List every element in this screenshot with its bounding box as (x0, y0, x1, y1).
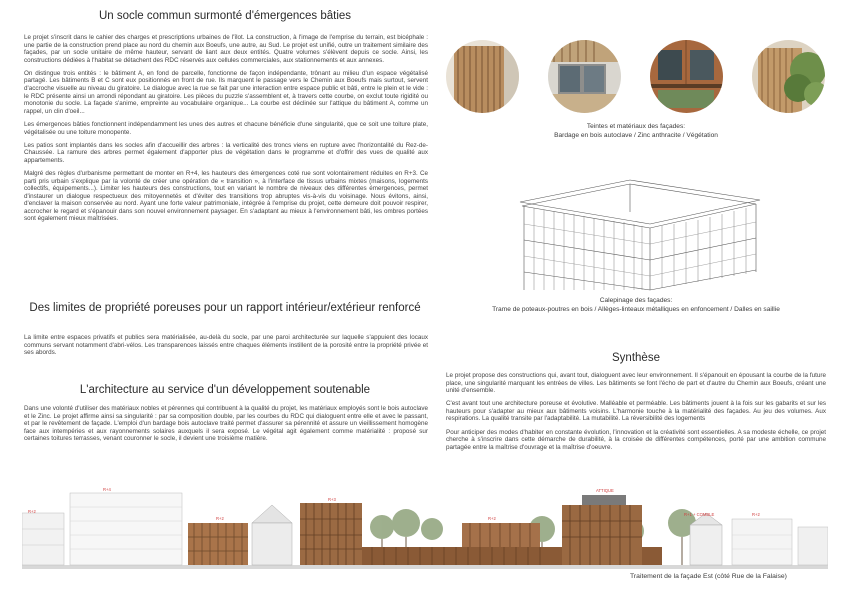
paragraph: Le projet s'inscrit dans le cahier des charges et prescriptions urbaines de l'îlot. La construction, à l'image de l'emprise du terrain, est bicéphale : une partie de la construction prend place au nord du chemin aux Boeufs, une autre, au Sud. Le projet est unifié, outre un traitement similaire des façades, par un socle unitaire de même hauteur, servant de liant aux deux entités. Quatre volumes s'élèvent depuis ce socle. Ainsi, les constructions dédiées à l'habitat se détachent des RDC réservés aux cellules commerciales, aux stationnements et aux annexes. (24, 34, 428, 64)
level-tag-r4: R+4 (103, 487, 111, 492)
facade-photo-2 (548, 40, 621, 113)
paragraph: Les patios sont implantés dans les socles afin d'accueillir des arbres : la verticalité des troncs viens en rupture avec l'horizontalité du Rez-de-Chaussée. La ramure des arbres permet également d'apporter plus de végétation dans le programme et d'offrir des vues de qualité aux appartements. (24, 141, 428, 164)
section1-body (24, 34, 428, 229)
level-tag-attique: ATTIQUE (596, 488, 614, 493)
east-facade-elevation (22, 483, 828, 569)
facade-structure-sketch (500, 172, 770, 292)
section3-body (24, 405, 428, 448)
section2-title: Des limites de propriété poreuses pour un rapport intérieur/extérieur renforcé (29, 302, 421, 314)
synthese-body (446, 372, 826, 457)
paragraph: Dans une volonté d'utiliser des matériaux nobles et pérennes qui contribuent à la qualité du projet, les matériaux employés sont le bois autoclave et le Zinc. Le projet affirme ainsi sa singularité : par sa composition double, par les courbes du RDC qui dialoguent entre elle et avec le passant, et par le revêtement de façade. L'emploi d'un bardage bois autoclave traité permet d'assurer sa pérennité et assure un vieillissement homogène face aux intempéries et aux rayonnements solaires auxquels il sera exposé. Le végétal agit également comme matérialité : proposé sur certaines toitures terrasses, venant couronner le socle, il devient une troisième matière. (24, 405, 428, 443)
level-tag-r2: R+2 (752, 512, 760, 517)
section2-body (24, 334, 428, 362)
calepinage-caption-title: Calepinage des façades: (599, 297, 673, 304)
calepinage-caption (446, 297, 826, 314)
level-tag-r2: R+2 (216, 516, 224, 521)
calepinage-caption-detail: Trame de poteaux-poutres en bois / Allèges-linteaux métalliques en enfoncement / Dalles en saillie (492, 305, 780, 313)
paragraph: C'est avant tout une architecture poreuse et évolutive. Malléable et perméable. Les bâtiments jouent à la fois sur les gabarits et sur les hauteurs pour s'adapter au mieux aux bâtiments voisins. L'harmonie touche à la matérialité des façades. Au jeu des volumes. Aux respirations. La qualité transite par l'adaptabilité. La mutabilité. La réversibilité des logements (446, 400, 826, 423)
section3-title: L'architecture au service d'un développement soutenable (79, 384, 371, 396)
paragraph: Les émergences bâties fonctionnent indépendamment les unes des autres et chacune bénéficie d'une singularité, que ce soit une toiture plate, végétalisée ou une toiture monopente. (24, 120, 428, 136)
materials-caption-detail: Bardage en bois autoclave / Zinc anthracite / Végétation (554, 131, 718, 139)
facade-photo-4 (752, 40, 825, 113)
synthese-title: Synthèse (612, 352, 660, 364)
level-tag-r1-comble: R+1 + COMBLE (684, 512, 715, 517)
level-tag-r2: R+2 (488, 516, 496, 521)
paragraph: Malgré des règles d'urbanisme permettant de monter en R+4, les hauteurs des émergences coté rue sont volontairement réduites en R+3. Ce parti pris urbain s'explique par la volonté de créer une opération de « transition », à l'interface de tissus urbains mixtes (maisons, logements collectifs, équipements...). Limiter les hauteurs des constructions, tout en variant le nombre de niveaux des différentes émergences, permet d'instaurer un dialogue respectueux des mitoyennetés et d'éviter des transitions trop abruptes vis-à-vis du voisinage. Nous évitons, ainsi, d'enclaver la maison conservée au nord. Ayant une forte valeur patrimoniale, intégrée à l'emprise du projet, cette demeure doit pouvoir respirer, accrocher le regard et s'épanouir dans son nouvel environnement paysager. En s'adaptant au mieux à l'environnement bâti, les ombres portées sont également mieux maîtrisées. (24, 169, 428, 223)
facade-photo-1 (446, 40, 519, 113)
paragraph: La limite entre espaces privatifs et publics sera matérialisée, au-delà du socle, par une paroi architecturée sur laquelle s'appuient des locaux communs servant notamment d'abri-vélos. Les transparences laissés entre chaques éléments instillent de la porosité entre la propriété privée et ses abords. (24, 334, 428, 357)
elevation-caption: Traitement de la façade Est (côté Rue de la Falaise) (630, 573, 787, 580)
facade-photo-3 (650, 40, 723, 113)
materials-caption (446, 123, 826, 140)
section1-title: Un socle commun surmonté d'émergences bâties (98, 10, 352, 22)
paragraph: On distingue trois entités : le bâtiment A, en fond de parcelle, fonctionne de façon indépendante, trônant au milieu d'un espace végétalisé partagé. Les bâtiments B et C sont eux positionnés en front de rue. Ils marquent le passage vers le Chemin aux Boeufs mais surtout, servent d'accroche visuelle au niveau du giratoire. Le dialogue avec la rue se fait par une interaction entre espace public et bâti, entre le plein et le vide : le RDC présente ainsi un arrondi répondant au giratoire. Les pièces du puzzle s'assemblent et, à travers cette courbe, on exclut toute rigidité ou monotonie du socle. La façade s'anime, empreinte au vocabulaire organique... La courbe est déclinée sur l'attique du bâtiment A, comme un rappel, un clin d'oeil... (24, 69, 428, 115)
paragraph: Pour anticiper des modes d'habiter en constante évolution, l'innovation et la créativité sont essentielles. A sa modeste échelle, ce projet cherche à s'inscrire dans cette démarche de durabilité, à la croisée de différentes compétences, porté par une ambition commune partagée entre la maîtrise d'ouvrage et la maîtrise d'oeuvre. (446, 428, 826, 451)
materials-caption-title: Teintes et matériaux des façades: (586, 123, 686, 130)
level-tag-r3: R+3 (328, 497, 336, 502)
paragraph: Le projet propose des constructions qui, avant tout, dialoguent avec leur environnement. Il s'épanouit en épousant la courbe de la future place, une singularité marquant les entrées de villes. Les bâtiments se font l'écho de part et d'autre du Chemin aux Boeufs, créant une unité d'ensemble. (446, 372, 826, 395)
level-tag-r2: R+2 (28, 509, 36, 514)
